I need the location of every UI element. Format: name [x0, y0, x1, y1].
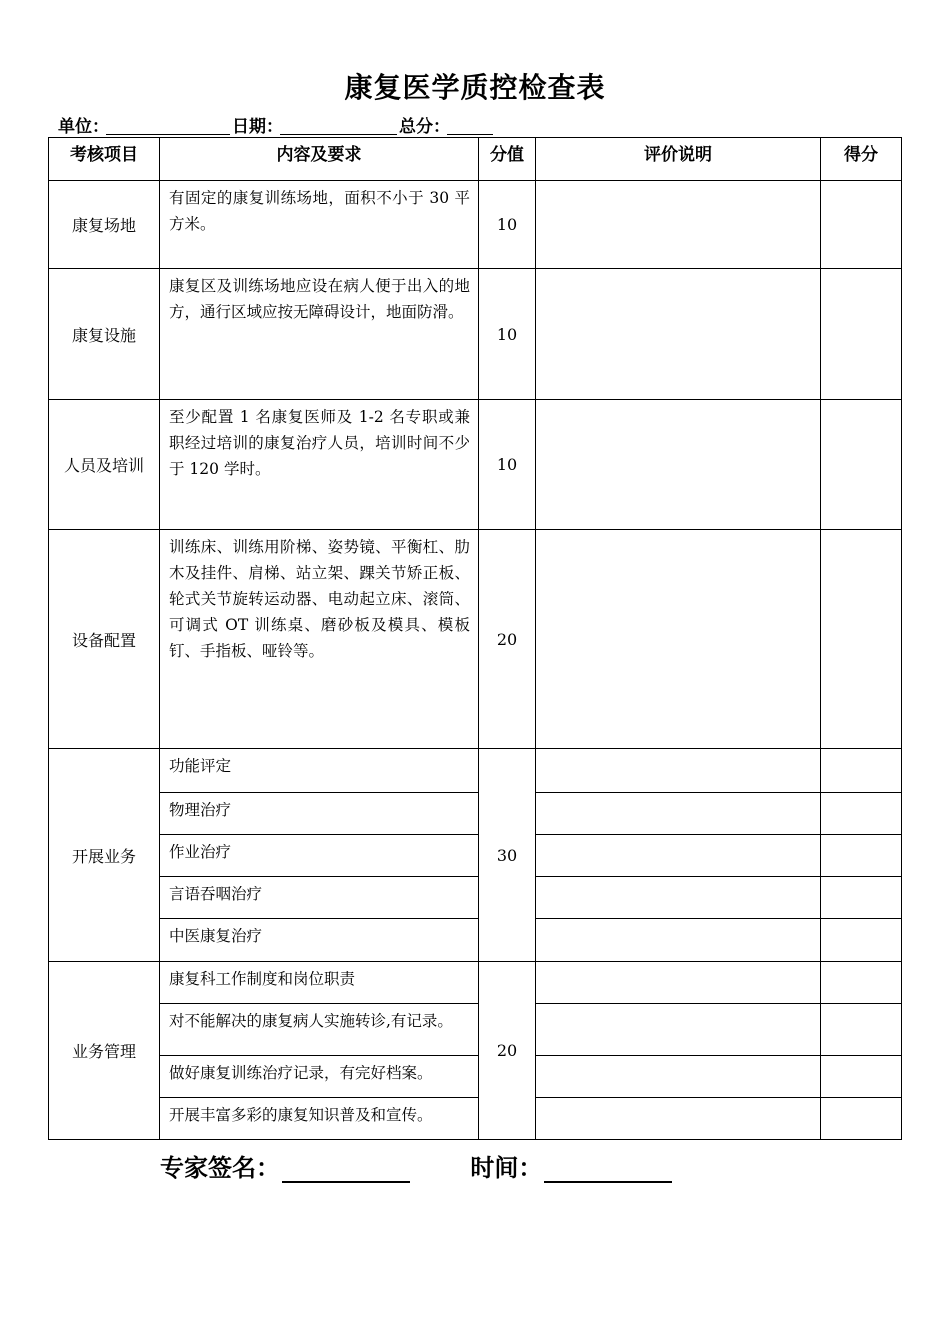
- column-header-content: 内容及要求: [160, 138, 479, 181]
- subitem-cell: 康复科工作制度和岗位职责: [160, 962, 479, 1004]
- table-row: [49, 962, 902, 1004]
- content-cell: 康复区及训练场地应设在病人便于出入的地方，通行区域应按无障碍设计，地面防滑。: [160, 269, 479, 400]
- points-cell[interactable]: [821, 793, 902, 835]
- content-cell: 至少配置 1 名康复医师及 1-2 名专职或兼职经过培训的康复治疗人员，培训时间不少于 120 学时。: [160, 400, 479, 530]
- item-cell: 开展业务: [49, 749, 160, 962]
- column-header-points: 得分: [821, 138, 902, 181]
- table-row: [49, 793, 902, 835]
- evaluation-cell[interactable]: [536, 1004, 821, 1056]
- subitem-cell: 作业治疗: [160, 835, 479, 877]
- points-cell[interactable]: [821, 400, 902, 530]
- evaluation-cell[interactable]: [536, 269, 821, 400]
- points-cell[interactable]: [821, 530, 902, 749]
- item-cell: 业务管理: [49, 962, 160, 1140]
- table-row: [49, 269, 902, 400]
- points-cell[interactable]: [821, 181, 902, 269]
- points-cell[interactable]: [821, 877, 902, 919]
- table-row: [49, 1056, 902, 1098]
- time-field[interactable]: [544, 1155, 672, 1183]
- table-row: [49, 1098, 902, 1140]
- date-label: 日期：: [232, 117, 283, 137]
- time-label: 时间：: [470, 1154, 543, 1182]
- column-header-evaluation: 评价说明: [536, 138, 821, 181]
- item-cell: 康复设施: [49, 269, 160, 400]
- content-cell: 训练床、训练用阶梯、姿势镜、平衡杠、肋木及挂件、肩梯、站立架、踝关节矫正板、轮式关节旋转运动器、电动起立床、滚筒、可调式 OT 训练桌、磨砂板及模具、模板钉、手指板、哑铃等。: [160, 530, 479, 749]
- total-label: 总分：: [399, 117, 450, 137]
- evaluation-cell[interactable]: [536, 793, 821, 835]
- evaluation-cell[interactable]: [536, 919, 821, 962]
- score-cell: 20: [479, 962, 536, 1140]
- evaluation-cell[interactable]: [536, 181, 821, 269]
- unit-label: 单位：: [58, 117, 109, 137]
- signature-footer: [160, 1148, 672, 1183]
- column-header-item: 考核项目: [49, 138, 160, 181]
- date-field[interactable]: [280, 134, 397, 135]
- evaluation-cell[interactable]: [536, 835, 821, 877]
- score-cell: 30: [479, 749, 536, 962]
- evaluation-cell[interactable]: [536, 1056, 821, 1098]
- unit-field[interactable]: [106, 134, 230, 135]
- subitem-cell: 做好康复训练治疗记录，有完好档案。: [160, 1056, 479, 1098]
- subitem-cell: 开展丰富多彩的康复知识普及和宣传。: [160, 1098, 479, 1140]
- evaluation-cell[interactable]: [536, 749, 821, 793]
- subitem-cell: 功能评定: [160, 749, 479, 793]
- subitem-cell: 中医康复治疗: [160, 919, 479, 962]
- score-cell: 20: [479, 530, 536, 749]
- table-row: [49, 181, 902, 269]
- evaluation-cell[interactable]: [536, 1098, 821, 1140]
- points-cell[interactable]: [821, 835, 902, 877]
- table-row: [49, 530, 902, 749]
- table-row: [49, 877, 902, 919]
- points-cell[interactable]: [821, 919, 902, 962]
- inspection-table: [48, 137, 902, 1140]
- points-cell[interactable]: [821, 1056, 902, 1098]
- points-cell[interactable]: [821, 1004, 902, 1056]
- evaluation-cell[interactable]: [536, 962, 821, 1004]
- table-row: [49, 835, 902, 877]
- points-cell[interactable]: [821, 962, 902, 1004]
- table-row: [49, 749, 902, 793]
- total-field[interactable]: [447, 134, 493, 135]
- points-cell[interactable]: [821, 749, 902, 793]
- evaluation-cell[interactable]: [536, 400, 821, 530]
- item-cell: 人员及培训: [49, 400, 160, 530]
- item-cell: 设备配置: [49, 530, 160, 749]
- evaluation-cell[interactable]: [536, 877, 821, 919]
- table-row: [49, 919, 902, 962]
- column-header-score: 分值: [479, 138, 536, 181]
- score-cell: 10: [479, 181, 536, 269]
- page-title: 康复医学质控检查表: [344, 71, 606, 104]
- table-row: [49, 1004, 902, 1056]
- item-cell: 康复场地: [49, 181, 160, 269]
- subitem-cell: 物理治疗: [160, 793, 479, 835]
- evaluation-cell[interactable]: [536, 530, 821, 749]
- table-row: [49, 400, 902, 530]
- subitem-cell: 对不能解决的康复病人实施转诊,有记录。: [160, 1004, 479, 1056]
- points-cell[interactable]: [821, 1098, 902, 1140]
- points-cell[interactable]: [821, 269, 902, 400]
- content-cell: 有固定的康复训练场地，面积不小于 30 平方米。: [160, 181, 479, 269]
- score-cell: 10: [479, 400, 536, 530]
- table-header-row: [49, 138, 902, 181]
- expert-signature-label: 专家签名：: [160, 1154, 280, 1182]
- score-cell: 10: [479, 269, 536, 400]
- subitem-cell: 言语吞咽治疗: [160, 877, 479, 919]
- expert-signature-field[interactable]: [282, 1155, 410, 1183]
